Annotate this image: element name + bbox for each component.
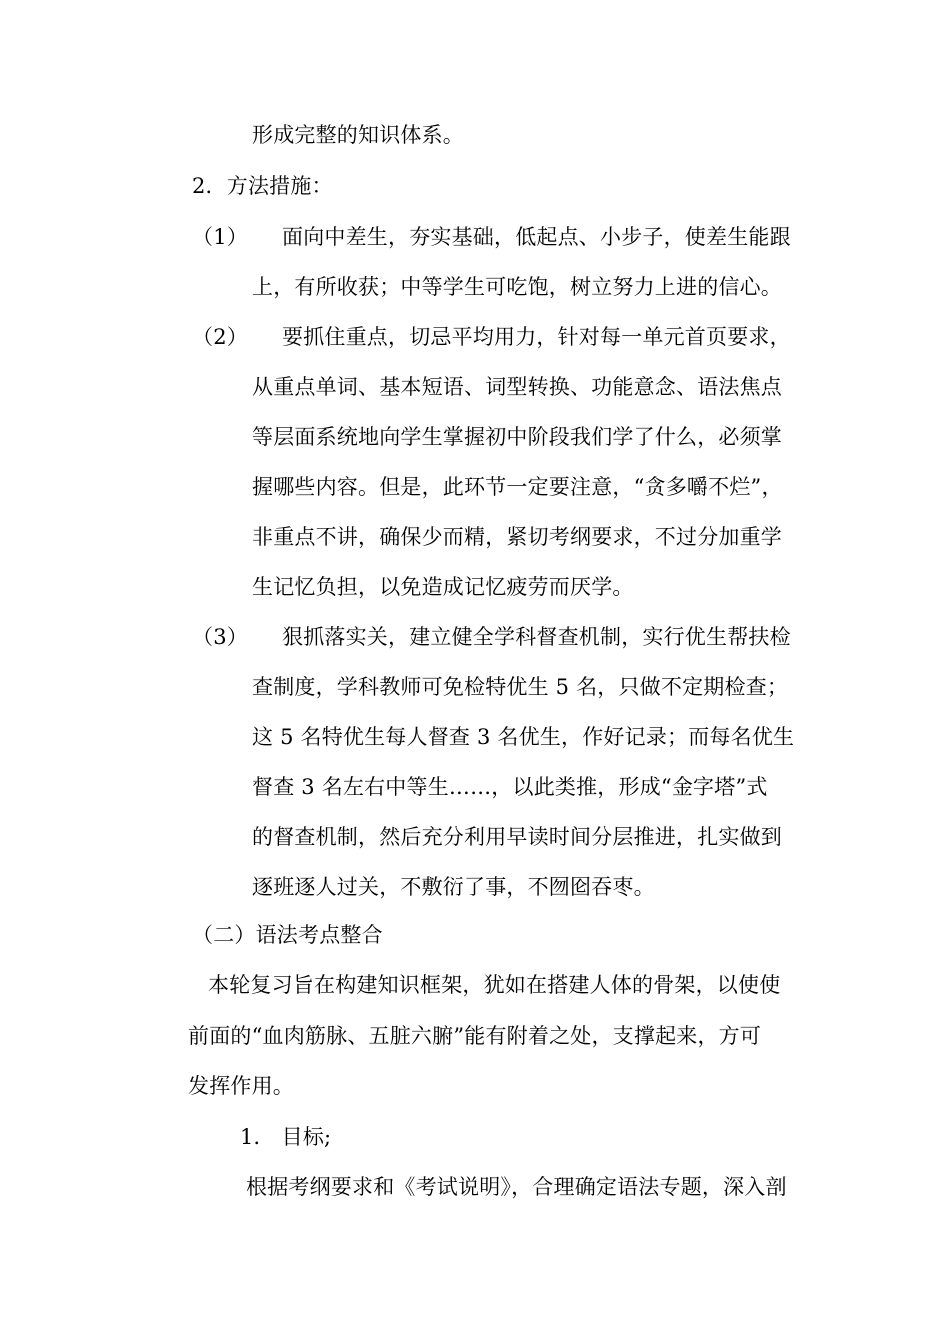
text-line: 上，有所收获；中等学生可吃饱，树立努力上进的信心。: [252, 275, 782, 299]
text-line: 狠抓落实关，建立健全学科督查机制，实行优生帮扶检: [282, 625, 791, 649]
list-marker: （3）: [192, 625, 248, 649]
list-marker: （1）: [192, 225, 248, 249]
text-line: 查制度，学科教师可免检特优生 5 名，只做不定期检查；: [252, 675, 789, 699]
text-line: 本轮复习旨在构建知识框架，犹如在搭建人体的骨架，以使使: [208, 973, 781, 997]
text-line: 面向中差生，夯实基础，低起点、小步子，使差生能跟: [282, 225, 791, 249]
text-line: 等层面系统地向学生掌握初中阶段我们学了什么，必须掌: [252, 425, 782, 449]
text-line: 形成完整的知识体系。: [252, 123, 464, 147]
section-heading: 2．方法措施：: [192, 174, 333, 198]
list-marker: （2）: [192, 325, 248, 349]
text-line: 逐班逐人过关，不敷衍了事，不囫囵吞枣。: [252, 875, 655, 899]
text-line: 从重点单词、基本短语、词型转换、功能意念、语法焦点: [252, 375, 782, 399]
text-line: 发挥作用。: [188, 1074, 294, 1098]
text-line: 督查 3 名左右中等生……，以此类推，形成“金字塔”式: [252, 775, 768, 799]
text-line: 握哪些内容。但是，此环节一定要注意，“贪多嚼不烂”，: [252, 475, 783, 499]
text-line: 非重点不讲，确保少而精，紧切考纲要求，不过分加重学: [252, 525, 782, 549]
section-heading: 1． 目标;: [240, 1125, 332, 1149]
section-heading: （二）语法考点整合: [192, 923, 383, 947]
text-line: 要抓住重点，切忌平均用力，针对每一单元首页要求，: [282, 325, 791, 349]
text-line: 前面的“血肉筋脉、五脏六腑”能有附着之处，支撑起来，方可: [188, 1024, 762, 1048]
text-line: 这 5 名特优生每人督查 3 名优生，作好记录；而每名优生: [252, 725, 795, 749]
text-line: 生记忆负担，以免造成记忆疲劳而厌学。: [252, 575, 634, 599]
text-line: 根据考纲要求和《考试说明》，合理确定语法专题，深入剖: [246, 1175, 787, 1199]
text-line: 的督查机制，然后充分利用早读时间分层推进，扎实做到: [252, 825, 782, 849]
